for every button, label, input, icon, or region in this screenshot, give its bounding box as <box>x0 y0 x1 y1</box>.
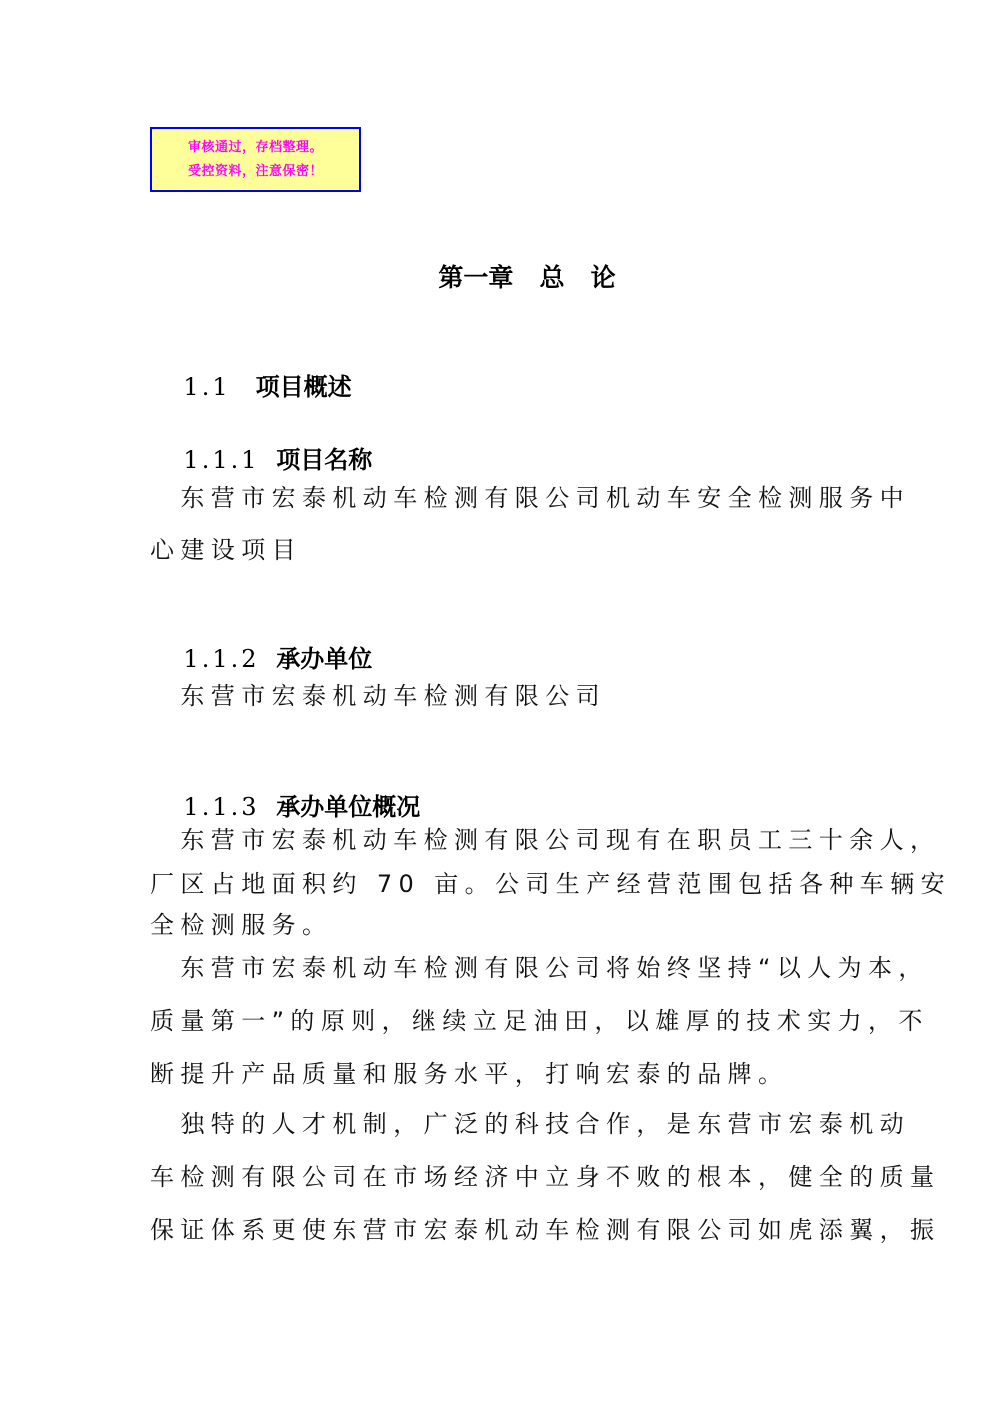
chapter-title: 第一章 总 论 <box>438 263 616 292</box>
section-number: 1.1 <box>183 373 231 401</box>
text-line: 车检测有限公司在市场经济中立身不败的根本，健全的质量 <box>150 1163 941 1191</box>
section-title: 承办单位 <box>276 645 373 673</box>
text-line: 厂区占地面积约 70 亩。公司生产经营范围包括各种车辆安 <box>150 870 951 898</box>
section-number: 1.1.2 <box>183 645 260 673</box>
text-line: 心建设项目 <box>150 536 302 564</box>
text-line: 断提升产品质量和服务水平，打响宏泰的品牌。 <box>150 1060 789 1088</box>
section-title: 项目概述 <box>255 373 352 401</box>
section-title: 承办单位概况 <box>276 793 421 821</box>
text-line: 全检测服务。 <box>150 911 333 939</box>
section-title: 项目名称 <box>276 446 373 474</box>
text-line: 东营市宏泰机动车检测有限公司现有在职员工三十余人， <box>150 826 941 854</box>
section-number: 1.1.3 <box>183 793 260 821</box>
text-line: 保证体系更使东营市宏泰机动车检测有限公司如虎添翼，振 <box>150 1216 941 1244</box>
text-line: 东营市宏泰机动车检测有限公司 <box>150 682 606 710</box>
text-line: 东营市宏泰机动车检测有限公司将始终坚持“以人为本， <box>150 954 929 982</box>
section-number: 1.1.1 <box>183 446 260 474</box>
text-line: 独特的人才机制，广泛的科技合作，是东营市宏泰机动 <box>150 1110 910 1138</box>
approval-stamp <box>150 127 361 192</box>
stamp-line-approved: 审核通过，存档整理。 <box>187 139 323 155</box>
text-line: 东营市宏泰机动车检测有限公司机动车安全检测服务中 <box>150 484 910 512</box>
stamp-line-confidential: 受控资料，注意保密！ <box>187 163 323 179</box>
text-line: 质量第一”的原则，继续立足油田，以雄厚的技术实力，不 <box>150 1007 929 1035</box>
